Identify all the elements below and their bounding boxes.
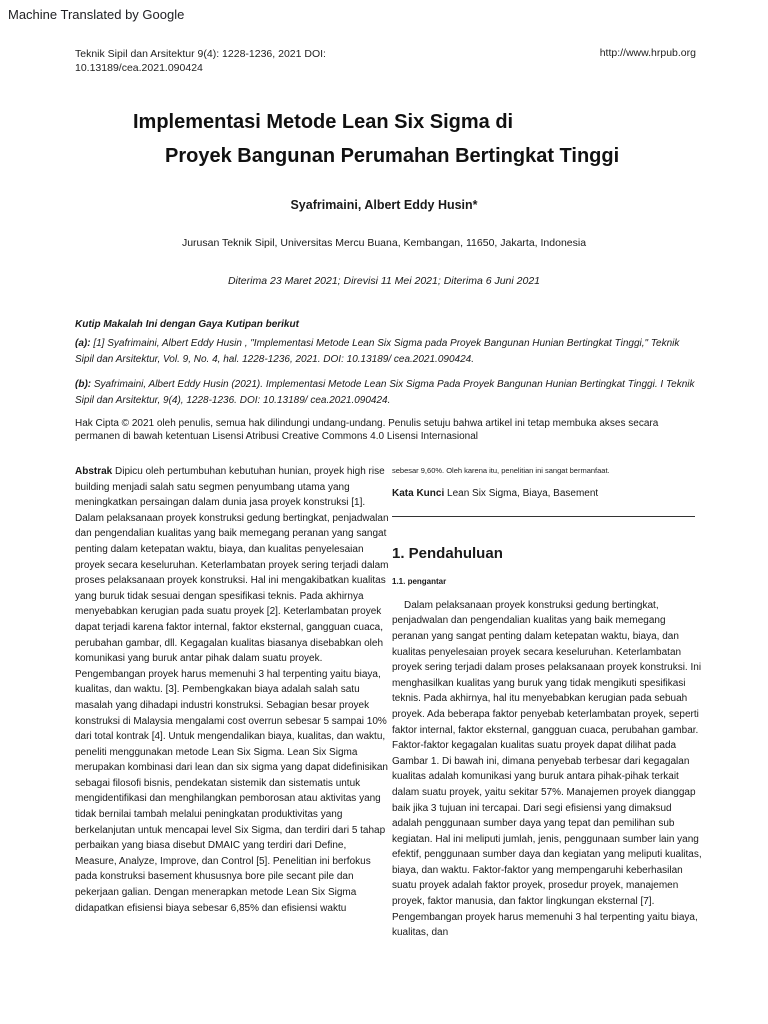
paper-title-line-1: Implementasi Metode Lean Six Sigma di	[133, 111, 514, 133]
copyright-notice: Hak Cipta © 2021 oleh penulis, semua hak dilindungi undang-undang. Penulis setuju bahwa artikel ini tetap membuka akses secara permanen di bawah ketentuan Lisensi Atribusi Creative Commons 4.0 Lisensi Internasional	[75, 418, 659, 442]
citation-style-b	[75, 377, 695, 409]
journal-url[interactable]: http://www.hrpub.org	[599, 47, 696, 59]
keywords	[392, 486, 702, 502]
section-heading: 1. Pendahuluan	[392, 544, 503, 562]
subsection-heading: 1.1. pengantar	[392, 577, 447, 587]
keywords-label: Kata Kunci	[392, 488, 445, 499]
citation-a-label: (a):	[75, 338, 91, 349]
author-affiliation: Jurusan Teknik Sipil, Universitas Mercu Buana, Kembangan, 11650, Jakarta, Indonesia	[181, 237, 587, 249]
paper-authors: Syafrimaini, Albert Eddy Husin*	[290, 198, 478, 212]
abstract-label: Abstrak	[75, 466, 113, 477]
citation-a-text: [1] Syafrimaini, Albert Eddy Husin , "Implementasi Metode Lean Six Sigma pada Proyek Bangunan Hunian Bertingkat Tinggi," Teknik Sipil dan Arsitektur, Vol. 9, No. 4, hal. 1228-1236, 2021. DOI: 10.13189/ cea.2021.090424.	[75, 338, 680, 365]
translation-banner	[0, 0, 768, 30]
citation-style-a	[75, 336, 695, 368]
abstract-continuation: sebesar 9,60%. Oleh karena itu, penelitian ini sangat bermanfaat.	[392, 466, 610, 475]
paper-title-line-2: Proyek Bangunan Perumahan Bertingkat Tinggi	[165, 145, 620, 167]
submission-dates: Diterima 23 Maret 2021; Direvisi 11 Mei 2021; Diterima 6 Juni 2021	[227, 275, 541, 287]
banner-text: Machine Translated by Google	[8, 7, 185, 22]
abstract-text: Dipicu oleh pertumbuhan kebutuhan hunian, proyek high rise building menjadi salah satu segmen penyumbang utama yang meningkatkan persaingan dalam dunia jasa proyek konstruksi [1]. Dalam pelaksanaan proyek konstruksi gedung bertingkat, penjadwalan dan pengendalian kualitas yang baik memegang peranan yang sangat penting dalam ketepatan waktu, biaya, dan kualitas penyelesaian proyek secara keseluruhan. Keterlambatan proyek sering terjadi dalam proses pelaksanaan proyek konstruksi. Hal ini mengakibatkan kualitas yang buruk tidak sesuai dengan spesifikasi teknis. Pada akhirnya menyebabkan kerugian pada suatu proyek [2]. Keterlambatan proyek dapat terjadi karena faktor internal, faktor eksternal, gangguan cuaca, perubahan gambar, dll. Kegagalan kualitas biasanya disebabkan oleh komunikasi yang buruk antar pihak dalam suatu proyek. Pengembangan proyek harus memenuhi 3 hal terpenting yaitu biaya, kualitas, dan waktu. [3]. Pembengkakan biaya adalah salah satu masalah yang dihadapi industri konstruksi. Sebagian besar proyek konstruksi di Malaysia mengalami cost overrun sebesar 5 sampai 10% dari total kontrak [4]. Untuk mengendalikan biaya, kualitas, dan waktu, peneliti menggunakan metode Lean Six Sigma. Lean Six Sigma merupakan kombinasi dari lean dan six sigma yang dapat didefinisikan sebagai filosofi bisnis, pendekatan sistemik dan sistematis untuk mengidentifikasi dan menghilangkan pemborosan atau aktivitas yang tidak bernilai tambah melalui peningkatan produktivitas yang berkelanjutan untuk mencapai level Six Sigma, dan terdiri dari 5 tahap perbaikan yang biasa disebut DMAIC yang terdiri dari Define, Measure, Analyze, Improve, dan Control [5]. Penelitian ini berfokus pada konstruksi basement khususnya bore pile secant pile dan pekerjaan galian. Dengan menerapkan metode Lean Six Sigma didapatkan efisiensi biaya sebesar 6,85% dan efisiensi waktu	[75, 466, 389, 914]
citation-b-label: (b):	[75, 379, 92, 390]
abstract-column	[75, 464, 390, 916]
abstract-paragraph	[75, 464, 390, 916]
citation-heading: Kutip Makalah Ini dengan Gaya Kutipan berikut	[75, 319, 299, 330]
right-column	[392, 466, 702, 941]
journal-reference: Teknik Sipil dan Arsitektur 9(4): 1228-1236, 2021 DOI: 10.13189/cea.2021.090424	[75, 48, 326, 74]
keywords-text: Lean Six Sigma, Biaya, Basement	[447, 488, 599, 499]
section-divider	[392, 516, 695, 517]
introduction-paragraph: Dalam pelaksanaan proyek konstruksi gedung bertingkat, penjadwalan dan pengendalian kualitas yang baik memegang peranan yang sangat penting dalam ketepatan waktu, biaya, dan kualitas penyelesaian proyek secara keseluruhan. Keterlambatan proyek sering terjadi dalam proses pelaksanaan proyek konstruksi. Ini menghasilkan kualitas yang buruk yang tidak mengikuti spesifikasi teknis. Pada akhirnya, hal itu menyebabkan kerugian pada sebuah proyek. Ada beberapa faktor penyebab keterlambatan proyek, seperti faktor internal, faktor eksternal, gangguan cuaca, perubahan gambar. Faktor-faktor kegagalan kualitas suatu proyek dapat dilihat pada Gambar 1. Di bawah ini, dimana penyebab terbesar dari kegagalan kualitas adalah komunikasi yang buruk antara pihak-pihak terkait dalam suatu proyek, yaitu sekitar 57%. Manajemen proyek dianggap baik jika 3 tujuan ini tercapai. Dari segi efisiensi yang dimaksud adalah penggunaan sumber daya yang tepat dan pemilihan sub kegiatan. Hal ini meliputi jumlah, jenis, penggunaan sumber lain yang efektif, penggunaan sumber daya dan kegiatan yang meliputi kualitas, biaya, dan waktu. Faktor-faktor yang mempengaruhi keberhasilan suatu proyek adalah faktor proyek, prosedur proyek, manajemen proyek, faktor manusia, dan faktor lingkungan eksternal [7]. Pengembangan proyek harus memenuhi 3 hal terpenting yaitu biaya, kualitas, dan	[392, 599, 702, 939]
citation-b-text: Syafrimaini, Albert Eddy Husin (2021). Implementasi Metode Lean Six Sigma Pada Proyek Bangunan Hunian Bertingkat Tinggi. I Teknik Sipil dan Arsitektur, 9(4), 1228-1236. DOI: 10.13189/ cea.2021.090424.	[75, 379, 695, 406]
